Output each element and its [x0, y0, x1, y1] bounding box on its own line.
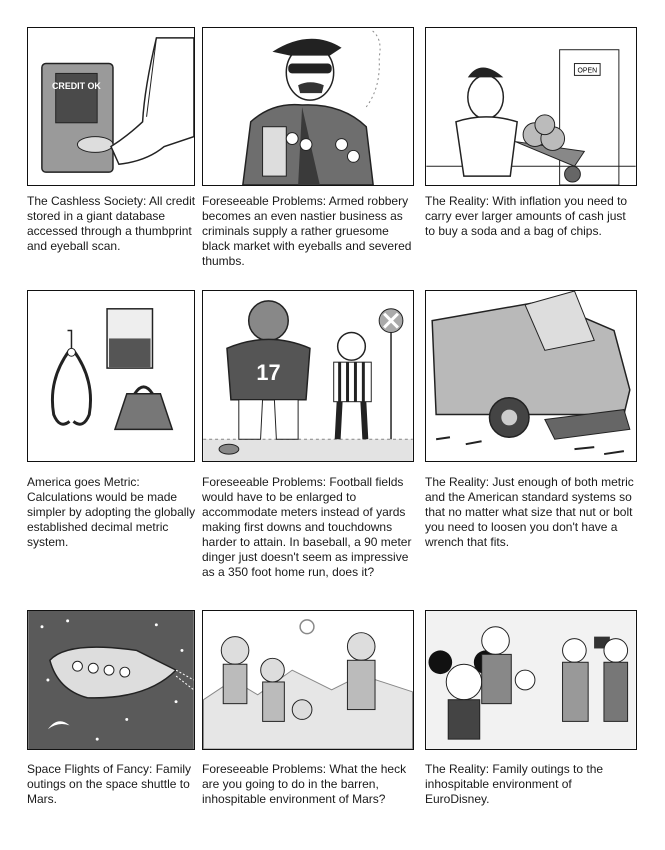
tourist-2-body: [563, 662, 589, 721]
tourist-1-body: [482, 654, 512, 703]
panel-metric: [27, 290, 195, 462]
credit-ok-sign: CREDIT OK: [52, 81, 101, 92]
man-shirt: [456, 117, 517, 176]
illustration-football-referee: [203, 291, 413, 461]
illustration-eurodisney: [426, 611, 636, 749]
astronaut-1-helmet: [221, 637, 249, 665]
money-bag-3: [535, 115, 555, 135]
wheelbarrow-wheel: [565, 166, 581, 182]
robber-sunglasses: [288, 64, 331, 74]
mascot-ear-left: [428, 650, 452, 674]
illustration-mars-family: [203, 611, 413, 749]
tourist-1-head: [482, 627, 510, 655]
man-hair: [468, 67, 504, 77]
referee-head: [338, 333, 366, 361]
astronaut-3-suit: [347, 660, 375, 709]
caption-6: The Reality: Just enough of both metric and the American standard systems so that no matter what size that nut or bolt you need to loosen you don't have a wrench that fits.: [425, 475, 634, 549]
player-helmet: [249, 301, 289, 341]
player-pants: [239, 400, 298, 440]
illustration-credit-terminal: [28, 28, 194, 185]
astronaut-3-helmet: [347, 633, 375, 661]
robber-hat: [272, 39, 341, 56]
man-head: [468, 75, 504, 118]
mascot-head: [446, 664, 481, 699]
illustration-metric-tools: [28, 291, 194, 461]
caliper-left-arm: [52, 350, 69, 424]
kid-head: [515, 670, 535, 690]
dog-helmet: [292, 700, 312, 720]
caption-8: Foreseeable Problems: What the heck are you going to do in the barren, inhospitable environment of Mars?: [202, 762, 407, 806]
panel-space-flights: [27, 610, 195, 750]
caption-4: America goes Metric: Calculations would be made simpler by adopting the globally established decimal metric system.: [27, 475, 196, 549]
illustration-wheelbarrow: [426, 28, 636, 185]
football: [219, 444, 239, 454]
jersey-number: 17: [256, 359, 281, 385]
panel-wrench: [425, 290, 637, 462]
astronaut-2-suit: [263, 682, 285, 721]
open-sign-text: OPEN: [577, 67, 598, 75]
caption-2: Foreseeable Problems: Armed robbery becomes an even nastier business as criminals supply a rather gruesome black market with eyeballs and severed thumbs.: [202, 194, 412, 268]
caption-3: The Reality: With inflation you need to carry ever larger amounts of cash just to buy a soda and a bag of chips.: [425, 194, 628, 238]
panel-inflation: [425, 27, 637, 186]
panel-mars: [202, 610, 414, 750]
tourist-2-head: [563, 639, 587, 663]
mascot-body: [448, 700, 480, 739]
distant-planet: [300, 620, 314, 634]
arm-hand: [111, 38, 194, 164]
scattered-wrenches: [436, 437, 624, 454]
caption-7: Space Flights of Fancy: Family outings on the space shuttle to Mars.: [27, 762, 192, 806]
panel-armed-robbery: [202, 27, 414, 186]
caption-9: The Reality: Family outings to the inhospitable environment of EuroDisney.: [425, 762, 604, 806]
astronaut-2-helmet: [261, 658, 285, 682]
caption-5: Foreseeable Problems: Football fields would have to be enlarged to accommodate meters instead of yards making first downs and touchdowns harder to attain. In baseball, a 90 meter dinger just doesn't seem as impressive as a 350 foot home run, does it?: [202, 475, 412, 579]
weight-handle: [135, 387, 153, 394]
illustration-space-shuttle: [28, 611, 194, 749]
illustration-robber: [203, 28, 413, 185]
panel-eurodisney: [425, 610, 637, 750]
caption-1: The Cashless Society: All credit stored in a giant database accessed through a thumbprint and eyeball scan.: [27, 194, 196, 253]
astronaut-1-suit: [223, 664, 247, 703]
robber-mustache: [298, 82, 324, 93]
thumbprint-pad: [77, 137, 113, 153]
panel-cashless-society: [27, 27, 195, 186]
caliper-right-arm: [73, 350, 90, 424]
illustration-car-repair: [426, 291, 636, 461]
tourist-3-head: [604, 639, 628, 663]
tourist-3-body: [604, 662, 628, 721]
weight: [115, 394, 172, 430]
beaker-liquid: [109, 338, 150, 367]
eyeball-display: [263, 127, 287, 176]
panel-football: [202, 290, 414, 462]
